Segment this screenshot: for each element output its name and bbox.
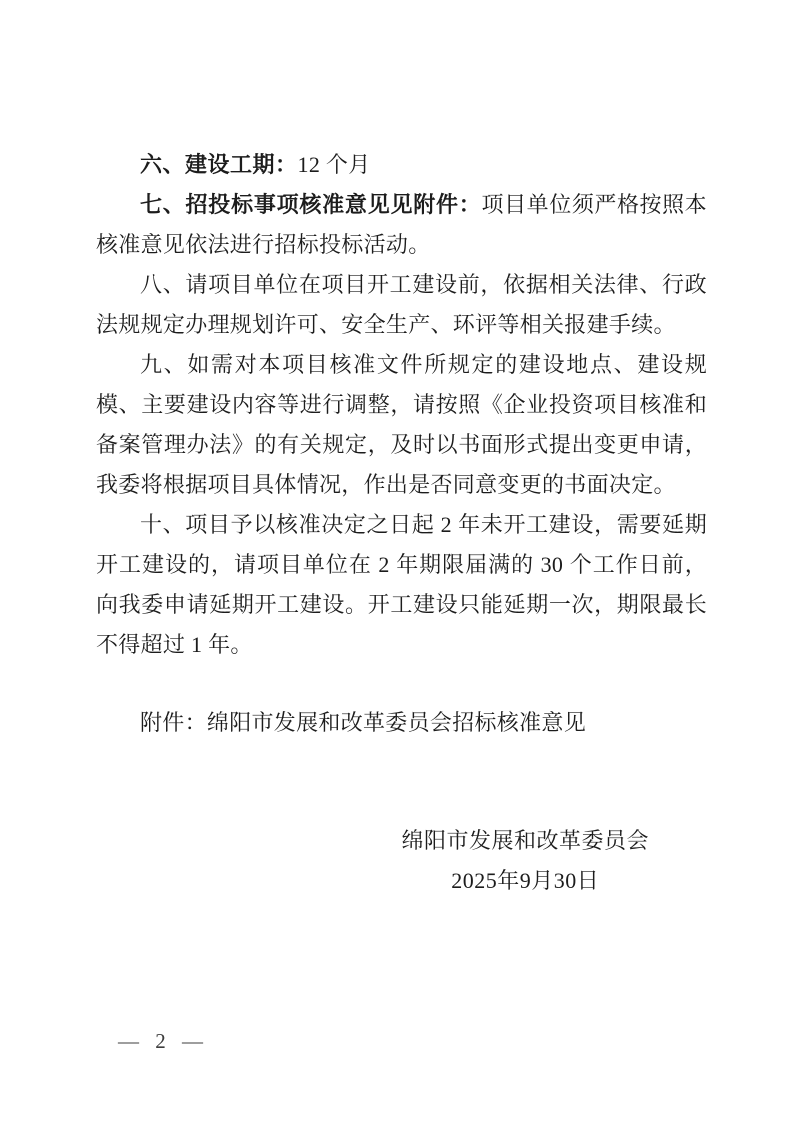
section-seven bbox=[96, 185, 707, 265]
signature-block bbox=[401, 821, 649, 901]
section-six bbox=[96, 145, 707, 185]
section-ten bbox=[96, 505, 707, 665]
section-six-text: 12 个月 bbox=[297, 152, 371, 177]
section-eight-text: 八、请项目单位在项目开工建设前，依据相关法律、行政法规规定办理规划许可、安全生产、环评等相关报建手续。 bbox=[96, 272, 707, 337]
section-eight bbox=[96, 265, 707, 345]
section-seven-text: 项目单位须严格按照本核准意见依法进行招标投标活动。 bbox=[96, 192, 707, 257]
signature-date: 2025年9月30日 bbox=[451, 868, 600, 893]
section-seven-heading: 七、招投标事项核准意见见附件： bbox=[140, 192, 482, 217]
section-ten-text: 十、项目予以核准决定之日起 2 年未开工建设，需要延期开工建设的，请项目单位在 2 年期限届满的 30 个工作日前，向我委申请延期开工建设。开工建设只能延期一次，期限最长不得超过 1 年。 bbox=[96, 512, 707, 657]
attachment-line bbox=[96, 703, 707, 743]
page-number-footer: — 2 — bbox=[118, 1029, 204, 1053]
signature-organization: 绵阳市发展和改革委员会 bbox=[401, 828, 649, 853]
section-six-heading: 六、建设工期： bbox=[140, 152, 298, 177]
section-nine bbox=[96, 345, 707, 505]
section-nine-text: 九、如需对本项目核准文件所规定的建设地点、建设规模、主要建设内容等进行调整，请按照《企业投资项目核准和备案管理办法》的有关规定，及时以书面形式提出变更申请，我委将根据项目具体情况，作出是否同意变更的书面决定。 bbox=[96, 352, 707, 497]
attachment-text: 附件：绵阳市发展和改革委员会招标核准意见 bbox=[140, 710, 587, 735]
